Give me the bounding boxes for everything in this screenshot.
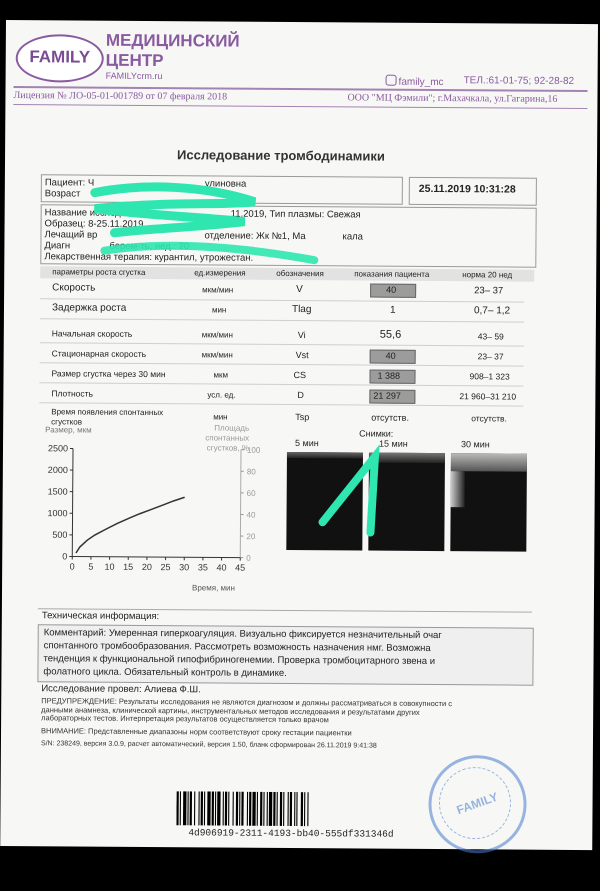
barcode-bar (280, 792, 282, 826)
barcode-bar (194, 791, 195, 825)
barcode-bar (301, 792, 303, 826)
y-tick-label: 500 (52, 529, 68, 540)
license-text: Лицензия № ЛО-05-01-001789 от 07 февраля 2018 (13, 90, 228, 103)
barcode-bar (198, 791, 199, 825)
attention-text: ВНИМАНИЕ: Представленные диапазоны норм соответствуют сроку гестации пациентки (41, 726, 352, 738)
x-tick-label: 15 (123, 561, 134, 572)
y-right-tick-label: 100 (246, 445, 261, 455)
barcode-bar (276, 792, 277, 826)
patient-label-text: Пациент: (44, 177, 86, 189)
row-unit: мкм/мин (201, 330, 233, 340)
x-tick-label: 25 (160, 562, 171, 573)
barcode-bar (249, 792, 251, 826)
y-right-tick-label: 60 (246, 488, 256, 498)
barcode-bar (294, 792, 295, 826)
row-param: Начальная скорость (51, 328, 133, 339)
barcode-bar (187, 791, 188, 825)
row-norm: 23– 37 (474, 285, 504, 297)
barcode-bar (217, 791, 221, 825)
x-tick-label: 40 (216, 562, 227, 573)
row-value: отсутств. (371, 412, 410, 423)
snapshot-time-5: 5 мин (295, 438, 319, 449)
row-norm: отсутств. (471, 413, 507, 424)
row-value: 40 (386, 284, 397, 295)
clinic-website: FAMILYcrm.ru (105, 70, 163, 82)
row-param: Скорость (52, 282, 96, 294)
row-value: 40 (385, 350, 396, 361)
redaction-scribble (95, 187, 255, 234)
warning-text (41, 697, 452, 725)
barcode-bar (267, 792, 268, 826)
barcode-bar (269, 792, 273, 826)
report-datetime: 25.11.2019 10:31:28 (418, 182, 516, 196)
x-tick-label: 30 (179, 562, 190, 573)
barcode-bar (176, 791, 178, 825)
org-address: ООО "МЦ Фэмили"; г.Махачкала, ул.Гагарина,16 (347, 92, 558, 105)
barcode-bar (225, 792, 227, 826)
barcode-text: 4d906919-2311-4193-bb40-555df331346d (188, 827, 394, 840)
row-unit: усл. ед. (207, 390, 236, 400)
barcode-bar (307, 792, 308, 826)
row-norm: 0,7– 1,2 (473, 305, 511, 317)
diagnosis-tail: берем-ть, нед.: 20 (109, 240, 190, 253)
chart-ylabel: Размер, мкм (45, 425, 92, 435)
row-norm: 43– 59 (477, 331, 504, 342)
barcode-bar (283, 792, 284, 826)
y-tick-label: 0 (62, 551, 68, 562)
row-param-2: сгустков (51, 417, 83, 427)
y-tick-label: 2500 (47, 443, 69, 454)
patient-tail: улиновна (204, 178, 247, 190)
barcode (176, 791, 392, 829)
barcode-bar (183, 791, 187, 825)
barcode-bar (263, 792, 264, 826)
x-tick-label: 0 (69, 561, 75, 572)
instagram-icon (386, 75, 397, 86)
barcode-bar (201, 791, 203, 825)
snapshot-time-30: 30 мин (461, 439, 490, 450)
row-value: 21 297 (373, 390, 401, 401)
barcode-bar (257, 792, 258, 826)
marker-overlay (1, 170, 597, 694)
y-tick-label: 1000 (47, 508, 68, 519)
barcode-bar (260, 792, 262, 826)
x-tick-label: 35 (197, 562, 208, 573)
y-tick-label: 1500 (47, 486, 68, 497)
clinic-stamp (415, 742, 540, 867)
row-symbol: D (297, 390, 304, 401)
barcode-bar (252, 792, 256, 826)
instagram-handle (386, 75, 444, 88)
warning-line: ПРЕДУПРЕЖДЕНИЕ: Результаты исследования не являются диагнозом и должны рассматриваться в совокупности с (41, 696, 453, 709)
y-tick-label: 2000 (47, 464, 68, 476)
th-symbol: обозначения (276, 268, 324, 279)
th-param: параметры роста сгустка (52, 267, 146, 277)
warning-line: лабораторных тестов. Интерпретация результатов осуществляется только врачом (41, 713, 329, 725)
row-param: Стационарная скорость (51, 348, 147, 359)
row-param: Время появления спонтанных (51, 407, 164, 418)
snapshots-label: Снимки: (359, 428, 394, 439)
diagnosis-label: Диагн (44, 240, 71, 252)
stamp-text: FAMILY (454, 789, 500, 818)
barcode-bar (287, 792, 288, 826)
clinic-name-line2: ЦЕНТР (105, 50, 164, 71)
x-tick-label: 45 (235, 562, 246, 573)
conducted-by: Исследование провел: Алиева Ф.Ш. (41, 683, 201, 696)
x-tick-label: 20 (141, 561, 152, 573)
row-symbol: CS (293, 370, 307, 381)
chart-ylabel-right: Площадь спонтанных сгустков, % (205, 423, 250, 453)
study-name-tail: 11.2019, Тип плазмы: Свежая (230, 208, 361, 221)
row-symbol: V (296, 284, 303, 296)
study-name-start: Название исследо (44, 207, 127, 219)
barcode-bar (223, 792, 224, 826)
row-symbol: Tsp (295, 412, 310, 423)
row-unit: мин (213, 412, 228, 422)
logo-text: FAMILY (29, 47, 91, 67)
barcode-bar (247, 792, 248, 826)
row-symbol: Vst (295, 350, 309, 361)
clinic-name-line1: МЕДИЦИНСКИЙ (105, 30, 240, 51)
report-title: Исследование тромбодинамики (177, 147, 385, 164)
patient-value: Ч (87, 177, 95, 189)
barcode-bar (232, 792, 233, 826)
warning-line: данными анамнеза, клинической картины, инструментальных методов исследования и результатами других (41, 704, 420, 717)
chart-xlabel: Время, мин (192, 583, 235, 593)
instagram-text: family_mc (398, 76, 444, 89)
sample-line: Образец: 8-25.11.2019 (44, 218, 144, 230)
y-right-tick-label: 40 (246, 510, 256, 520)
barcode-bar (273, 792, 275, 826)
comment-line: спонтанного тромбообразования. Рассмотреть возможность назначения нмг. Возможна (43, 640, 431, 654)
row-unit: мин (211, 305, 227, 315)
y-right-tick-label: 20 (246, 532, 256, 542)
barcode-bar (180, 791, 181, 825)
y-right-tick-label: 80 (246, 467, 256, 477)
tech-title: Техническая информация: (41, 610, 160, 623)
comment-line: Комментарий: Умеренная гиперкоагуляция. Визуально фиксируется незначительный очаг (43, 627, 442, 642)
barcode-bar (204, 791, 205, 825)
snapshot-time-15: 15 мин (379, 438, 408, 449)
barcode-bar (304, 792, 305, 826)
row-param: Размер сгустка через 30 мин (51, 368, 166, 380)
comment-line: фолатного цикла. Обязательный контроль в динамике. (43, 666, 287, 679)
barcode-bar (236, 792, 238, 826)
x-tick-label: 10 (104, 561, 115, 572)
row-value: 1 (389, 304, 396, 316)
row-symbol: Tlag (291, 304, 312, 316)
th-value: показания пациента (354, 269, 430, 279)
row-param: Плотность (51, 388, 94, 399)
handwritten-mark (322, 456, 375, 532)
serial-number-line: S/N: 238249, версия 3.0.9, расчет автоматический, версия 1.50, бланк сформирован 26.11.2019 9:41:38 (40, 740, 377, 750)
family-logo (16, 34, 104, 83)
row-unit: мкм/мин (201, 350, 233, 360)
phone-numbers: ТЕЛ.:61-01-75; 92-28-82 (463, 75, 575, 87)
barcode-bar (228, 792, 229, 826)
barcode-bar (207, 791, 211, 825)
barcode-bar (239, 792, 240, 826)
th-norm: норма 20 нед (462, 270, 513, 280)
redaction-scribble-2 (104, 245, 314, 260)
x-tick-label: 5 (88, 561, 94, 572)
barcode-bar (296, 792, 297, 826)
doctor-tail: отделение: Жк №1, Ма (204, 230, 306, 243)
row-norm: 21 960–31 210 (459, 391, 517, 402)
row-norm: 908–1 323 (469, 371, 510, 382)
doctor-line: Лечащий вр (44, 229, 98, 241)
row-symbol: Vi (297, 330, 306, 341)
barcode-bar (190, 791, 192, 825)
barcode-bar (212, 791, 214, 825)
row-value: 1 388 (377, 370, 401, 381)
th-unit: ед.измерения (194, 268, 246, 278)
therapy-line: Лекарственная терапия: курантил, утрожестан. (44, 251, 254, 264)
row-unit: мкм/мин (202, 285, 234, 295)
barcode-bar (241, 792, 243, 826)
row-value: 55,6 (379, 328, 402, 341)
row-unit: мкм (213, 370, 229, 380)
age-label: Возраст (44, 188, 81, 200)
header-divider-2 (13, 104, 587, 109)
barcode-bar (215, 791, 216, 825)
report-sheet (0, 20, 598, 850)
barcode-bar (290, 792, 292, 826)
row-norm: 23– 37 (477, 351, 504, 362)
row-param: Задержка роста (51, 302, 127, 314)
doctor-end: кала (342, 231, 364, 243)
y-right-tick-label: 0 (246, 553, 251, 563)
comment-line: тенденция к функциональной гипофибриногенемии. Проверка тромбоцитарного звена и (43, 653, 436, 668)
